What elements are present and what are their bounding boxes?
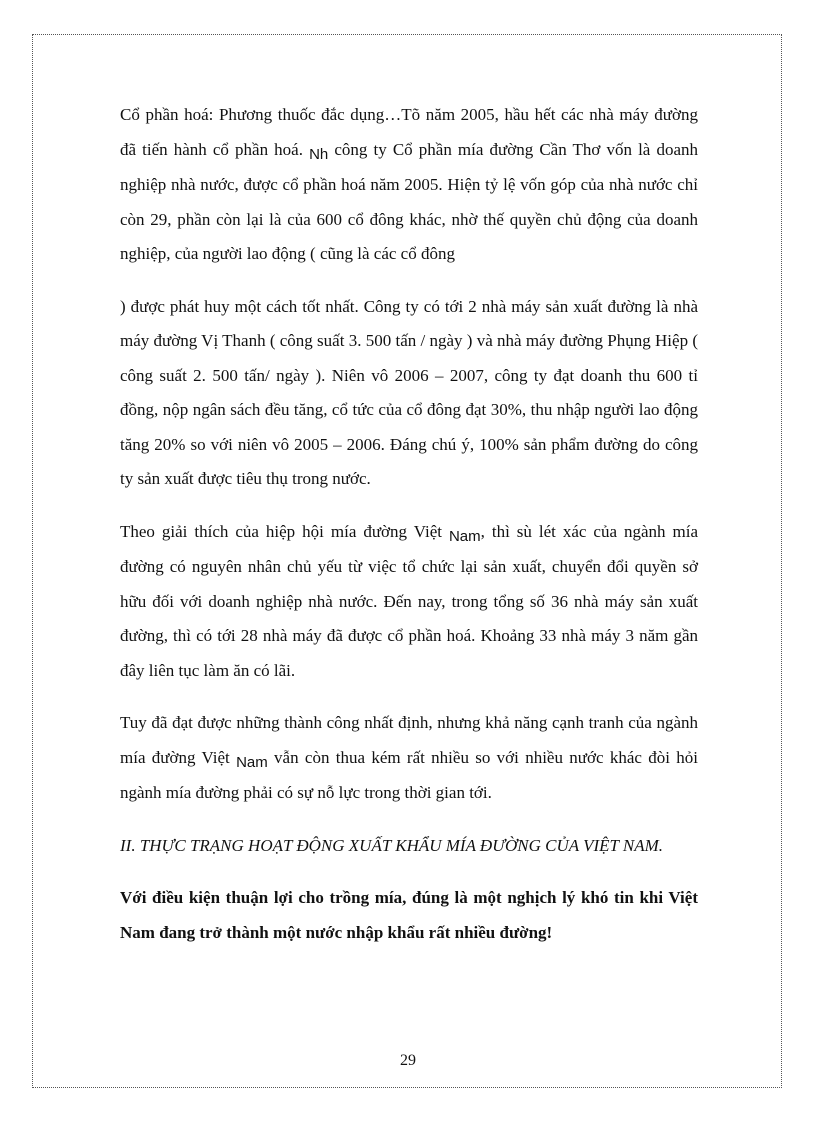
paragraph-1-continuation: ) được phát huy một cách tốt nhất. Công ty có tới 2 nhà máy sản xuất đường là nhà máy đường Vị Thanh ( công suất 3. 500 tấn / ngày ) và nhà máy đường Phụng Hiệp ( công suất 2. 500 tấn/ ngày ). Niên vô 2006 – 2007, công ty đạt doanh thu 600 tỉ đồng, nộp ngân sách đều tăng, cổ tức của cổ đông đạt 30%, thu nhập người lao động tăng 20% so với niên vô 2005 – 2006. Đáng chú ý, 100% sản phẩm đường do công ty sản xuất được tiêu thụ trong nước.	[120, 296, 698, 488]
paragraph-3	[120, 706, 698, 811]
spacer	[120, 688, 698, 706]
spacer	[120, 272, 698, 290]
spacer	[120, 863, 698, 881]
paragraph-1-text-b: công ty Cổ phần mía đường Cần Thơ vốn là doanh nghiệp nhà nước, được cổ phần hoá năm 2005. Hiện tỷ lệ vốn góp của nhà nước chỉ còn 29, phần còn lại là của 600 cổ đông khác, nhờ thế quyền chủ động của doanh nghiệp, của người lao động ( cũng là các cổ đông	[120, 139, 698, 263]
paragraph-2-inline-word: Nam	[448, 527, 481, 545]
paragraph-1-inline-word: Nh	[309, 145, 329, 163]
paragraph-2-text-b: , thì sù lét xác của ngành mía đường có nguyên nhân chủ yếu từ việc tổ chức lại sản xuất, chuyển đổi quyền sở hữu đối với doanh nghiệp nhà nước. Đến nay, trong tổng số 36 nhà máy sản xuất đường, thì có tới 28 nhà máy đã được cổ phần hoá. Khoảng 33 nhà máy 3 năm gần đây liên tục làm ăn có lãi.	[120, 521, 698, 680]
bold-paragraph: Với điều kiện thuận lợi cho trồng mía, đúng là một nghịch lý khó tin khi Việt Nam đang trở thành một nước nhập khẩu rất nhiều đường!	[120, 888, 698, 942]
paragraph-2-text-a: Theo giải thích của hiệp hội mía đường Việt	[120, 521, 449, 541]
spacer	[120, 497, 698, 515]
paragraph-3-inline-word: Nam	[236, 753, 268, 771]
paragraph-2	[120, 515, 698, 689]
paragraph-3-text-b: vẫn còn thua kém rất nhiều so với nhiều nước khác đòi hỏi ngành mía đường phải có sự nỗ lực trong thời gian tới.	[120, 747, 698, 802]
document-body	[120, 98, 698, 950]
paragraph-1	[120, 98, 698, 272]
page-number: 29	[400, 1052, 416, 1069]
paragraph-3-text-a: Tuy đã đạt được những thành công nhất định, nhưng khả năng cạnh tranh của ngành mía đường Việt	[120, 713, 698, 767]
section-heading: II. THỰC TRẠNG HOẠT ĐỘNG XUẤT KHẨU MÍA ĐƯỜNG CỦA VIỆT NAM.	[120, 835, 664, 855]
paragraph-1-text-a: Cổ phần hoá: Phương thuốc đắc dụng…Tõ năm 2005, hầu hết các nhà máy đường đã tiến hành cổ phần hoá.	[120, 105, 698, 159]
spacer	[120, 811, 698, 829]
